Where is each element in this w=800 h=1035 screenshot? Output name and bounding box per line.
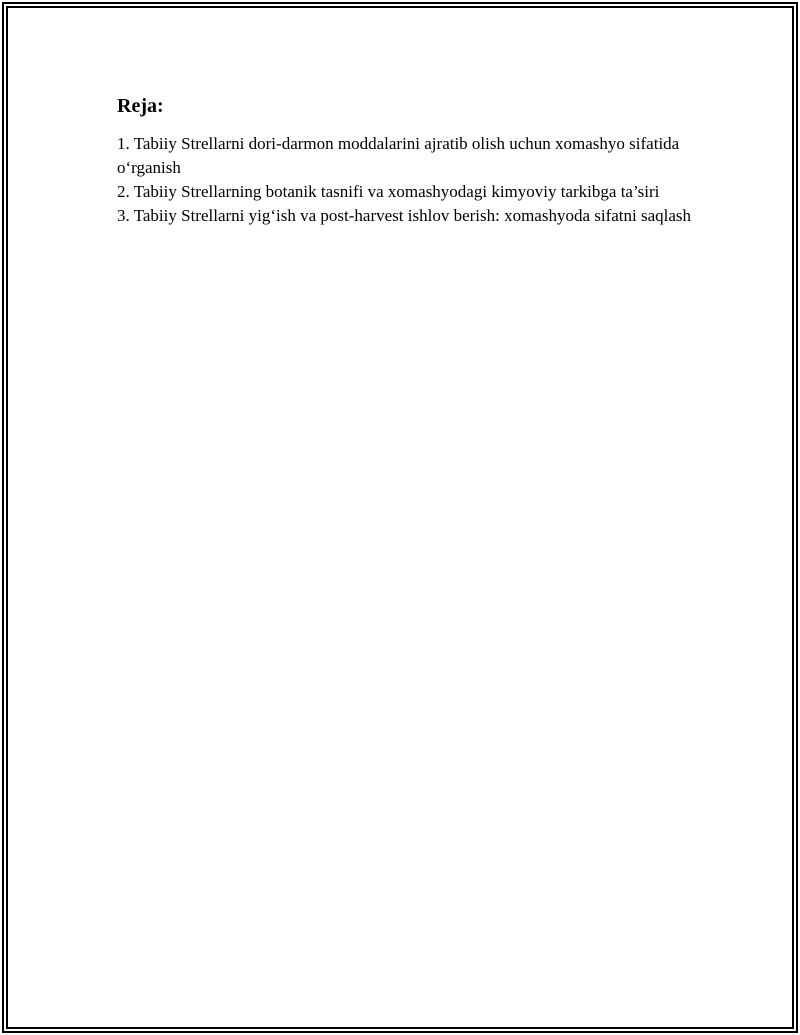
plan-item: 2. Tabiiy Strellarning botanik tasnifi va xomashyodagi kimyoviy tarkibga ta’siri bbox=[117, 182, 660, 201]
plan-item: 3. Tabiiy Strellarni yig‘ish va post-harvest ishlov berish: xomashyoda sifatni saqlash bbox=[117, 206, 692, 225]
plan-item: 1. Tabiiy Strellarni dori-darmon moddalarini ajratib olish uchun xomashyo sifatida o‘rganish bbox=[117, 134, 680, 177]
plan-heading: Reja: bbox=[117, 95, 164, 117]
plan-list bbox=[117, 132, 692, 228]
document-body bbox=[117, 92, 692, 228]
